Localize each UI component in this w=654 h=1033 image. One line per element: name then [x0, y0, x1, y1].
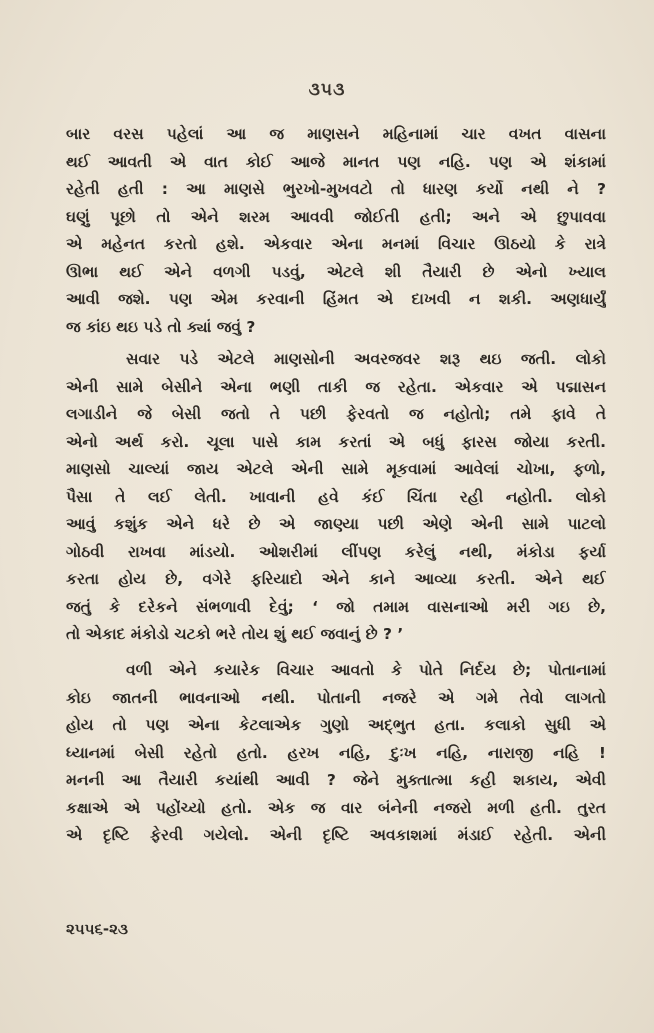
- text-line: માણસો ચાલ્યાં જાય એટલે એની સામે મૂકવામાં આવેલાં ચોખા, ફળો,: [66, 460, 606, 478]
- text-line: જતું કે દરેકને સંભળાવી દેવું; ‘ જો તમામ વાસનાઓ મરી ગઇ છે,: [66, 597, 606, 616]
- text-line: જ કાંઇ થઇ પડે તો ક્યાં જવું ?: [66, 317, 256, 336]
- text-line: કક્ષાએ એ પહોંચ્યો હતો. એક જ વાર બંનેની નજરો મળી હતી. તુરત: [66, 798, 606, 817]
- text-line: આવી જશે. પણ એમ કરવાની હિંમત એ દાખવી ન શકી. અણધાર્યું: [66, 290, 606, 308]
- text-line: વળી એને કયારેક વિચાર આવતો કે પોતે નિર્દય છે; પોતાનામાં: [126, 661, 606, 679]
- text-line: ગોઠવી રાખવા માંડયો. ઓશરીમાં લીંપણ કરેલું નથી, મંકોડા ફર્યા: [66, 542, 606, 561]
- text-line: એ મહેનત કરતો હશે. એકવાર એના મનમાં વિચાર ઊઠયો કે રાત્રે: [66, 235, 606, 253]
- paragraph-1: [66, 121, 606, 341]
- page-number: ૩૫૩: [308, 80, 346, 100]
- text-line: કરતા હોય છે, વગેરે ફરિયાદો એને કાને આવ્યા કરતી. એને થઈ: [66, 570, 606, 588]
- text-line: એનો અર્થ કરો. ચૂલા પાસે કામ કરતાં એ બધું ફારસ જોયા કરતી.: [66, 432, 606, 451]
- text-line: ઊભા થઈ એને વળગી પડવું, એટલે શી તૈયારી છે એનો ખ્યાલ: [66, 262, 606, 281]
- text-line: મનની આ તૈયારી કયાંથી આવી ? જેને મુક્તાત્મા કહી શકાય, એવી: [66, 771, 606, 789]
- text-line: એ દૃષ્ટિ ફેરવી ગયેલો. એની દૃષ્ટિ અવકાશમાં મંડાઈ રહેતી. એની: [66, 826, 606, 844]
- paragraph-2: [66, 346, 606, 649]
- text-line: સવાર પડે એટલે માણસોની અવરજવર શરૂ થઇ જતી. લોકો: [126, 350, 606, 368]
- text-line: થઈ આવતી એ વાત કોઈ આજે માનત પણ નહિ. પણ એ શંકામાં: [66, 152, 606, 171]
- text-line: હોય તો પણ એના કેટલાએક ગુણો અદ્ભુત હતા. કલાકો સુધી એ: [66, 716, 606, 734]
- signature-mark: ૨૫૫૬-૨૩: [66, 920, 128, 938]
- text-line: તો એકાદ મંકોડો ચટકો ભરે તોય શું થઈ જવાનું છે ? ’: [66, 625, 404, 643]
- text-line: કોઇ જાતની ભાવનાઓ નથી. પોતાની નજરે એ ગમે તેવો લાગતો: [66, 688, 606, 707]
- paragraph-3: [66, 657, 606, 850]
- text-line: એની સામે બેસીને એના ભણી તાકી જ રહેતા. એકવાર એ પદ્માસન: [66, 377, 606, 396]
- text-line: પૈસા તે લઈ લેતી. ખાવાની હવે કંઈ ચિંતા રહી નહોતી. લોકો: [66, 487, 606, 506]
- text-line: ઘણું પૂછો તો એને શરમ આવવી જોઈતી હતી; અને એ છુપાવવા: [66, 207, 606, 226]
- text-line: ધ્યાનમાં બેસી રહેતો હતો. હરખ નહિ, દુઃખ નહિ, નારાજી નહિ !: [66, 743, 606, 762]
- text-line: લગાડીને જે બેસી જતો તે પછી ફેરવતો જ નહોતો; તમે ફાવે તે: [66, 405, 606, 423]
- text-line: બાર વરસ પહેલાં આ જ માણસને મહિનામાં ચાર વખત વાસના: [66, 125, 606, 143]
- text-line: આવું કશુંક એને ધરે છે એ જાણ્યા પછી એણે એની સામે પાટલો: [66, 515, 606, 533]
- text-line: રહેતી હતી : આ માણસે ભુરખો-મુખવટો તો ધારણ કર્યો નથી ને ?: [66, 180, 606, 198]
